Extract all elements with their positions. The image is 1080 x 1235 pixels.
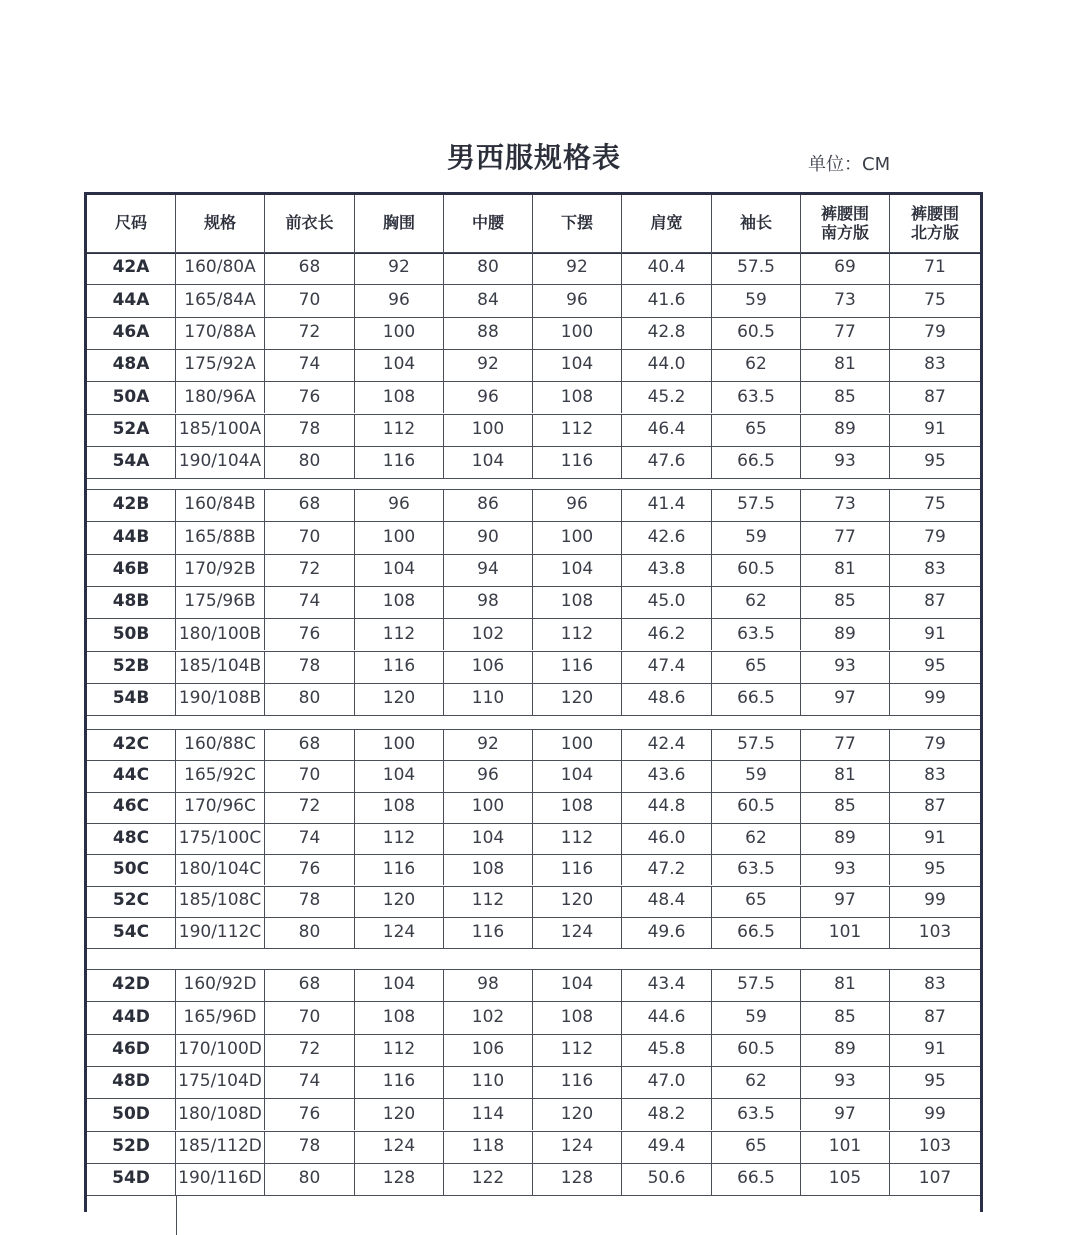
table-cell: 46.2 <box>622 618 712 650</box>
table-cell: 97 <box>801 886 890 917</box>
table-cell: 96 <box>533 489 622 521</box>
table-cell: 44.0 <box>622 349 712 381</box>
table-cell: 81 <box>801 554 890 586</box>
table-cell: 180/100B <box>176 618 265 650</box>
table-cell: 116 <box>444 917 533 948</box>
table-cell: 46.0 <box>622 823 712 854</box>
table-cell: 46.4 <box>622 414 712 446</box>
size-cell: 46B <box>87 554 176 586</box>
table-cell: 170/88A <box>176 317 265 349</box>
table-cell: 48.4 <box>622 886 712 917</box>
table-cell: 78 <box>265 886 355 917</box>
table-cell: 104 <box>533 554 622 586</box>
table-cell: 77 <box>801 729 890 760</box>
size-cell: 50B <box>87 618 176 650</box>
table-cell: 108 <box>533 381 622 413</box>
table-cell: 78 <box>265 414 355 446</box>
table-cell: 75 <box>924 289 946 310</box>
table-cell: 59 <box>712 760 801 791</box>
table-cell: 99 <box>924 688 946 709</box>
table-cell: 92 <box>444 729 533 760</box>
table-cell: 79 <box>924 526 946 547</box>
table-cell: 76 <box>265 1098 355 1130</box>
table-cell: 72 <box>265 554 355 586</box>
table-cell: 95 <box>924 655 946 676</box>
table-cell: 112 <box>533 414 622 446</box>
table-cell: 128 <box>355 1163 444 1195</box>
table-cell: 106 <box>444 651 533 683</box>
table-cell: 175/100C <box>176 823 265 854</box>
table-cell: 190/112C <box>176 917 265 948</box>
table-cell: 43.4 <box>622 969 712 1001</box>
table-cell: 94 <box>444 554 533 586</box>
table-cell: 70 <box>265 1001 355 1033</box>
table-cell: 120 <box>355 683 444 715</box>
table-cell: 73 <box>801 489 890 521</box>
table-cell: 59 <box>712 1001 801 1033</box>
table-cell: 93 <box>801 446 890 478</box>
table-cell: 108 <box>355 792 444 823</box>
size-cell: 46C <box>87 792 176 823</box>
table-cell: 45.0 <box>622 586 712 618</box>
table-cell: 60.5 <box>712 554 801 586</box>
table-cell: 165/84A <box>176 284 265 316</box>
table-cell: 120 <box>533 683 622 715</box>
table-cell: 99 <box>924 890 946 911</box>
table-cell: 87 <box>924 386 946 407</box>
table-cell: 190/116D <box>176 1163 265 1195</box>
size-cell: 54B <box>87 683 176 715</box>
table-cell: 175/104D <box>176 1066 265 1098</box>
table-cell: 110 <box>444 1066 533 1098</box>
size-cell: 52A <box>87 414 176 446</box>
table-cell: 57.5 <box>712 252 801 284</box>
table-cell: 107 <box>918 1168 952 1189</box>
table-cell: 120 <box>355 1098 444 1130</box>
table-cell: 87 <box>924 1006 946 1027</box>
table-cell: 108 <box>533 1001 622 1033</box>
table-cell: 93 <box>801 854 890 885</box>
table-cell: 66.5 <box>712 446 801 478</box>
table-cell: 63.5 <box>712 854 801 885</box>
table-cell: 180/108D <box>176 1098 265 1130</box>
row-divider <box>87 1195 980 1196</box>
size-cell: 42A <box>87 252 176 284</box>
table-cell: 69 <box>801 252 890 284</box>
size-cell: 50C <box>87 854 176 885</box>
table-cell: 60.5 <box>712 1034 801 1066</box>
table-cell: 59 <box>712 284 801 316</box>
table-cell: 72 <box>265 792 355 823</box>
table-cell: 104 <box>355 969 444 1001</box>
table-cell: 110 <box>444 683 533 715</box>
table-cell: 84 <box>444 284 533 316</box>
table-cell: 78 <box>265 651 355 683</box>
table-cell: 116 <box>533 1066 622 1098</box>
table-cell: 116 <box>533 651 622 683</box>
table-cell: 80 <box>444 252 533 284</box>
table-cell: 120 <box>533 886 622 917</box>
table-cell: 47.2 <box>622 854 712 885</box>
table-cell: 76 <box>265 854 355 885</box>
table-cell: 180/96A <box>176 381 265 413</box>
size-cell: 42D <box>87 969 176 1001</box>
table-cell: 62 <box>712 586 801 618</box>
table-cell: 71 <box>924 257 946 278</box>
table-cell: 49.4 <box>622 1131 712 1163</box>
row-divider <box>87 948 980 949</box>
table-cell: 83 <box>924 558 946 579</box>
table-cell: 89 <box>801 1034 890 1066</box>
table-cell: 124 <box>533 917 622 948</box>
table-cell: 89 <box>801 823 890 854</box>
table-cell: 91 <box>924 418 946 439</box>
table-cell: 62 <box>712 1066 801 1098</box>
table-cell: 112 <box>355 1034 444 1066</box>
table-cell: 68 <box>265 252 355 284</box>
table-cell: 91 <box>924 623 946 644</box>
table-cell: 120 <box>533 1098 622 1130</box>
table-cell: 66.5 <box>712 683 801 715</box>
table-cell: 96 <box>355 489 444 521</box>
table-cell: 112 <box>355 823 444 854</box>
table-cell: 95 <box>924 1071 946 1092</box>
table-cell: 108 <box>355 381 444 413</box>
table-cell: 76 <box>265 618 355 650</box>
table-cell: 70 <box>265 521 355 553</box>
table-cell: 75 <box>924 494 946 515</box>
table-cell: 74 <box>265 1066 355 1098</box>
table-cell: 185/104B <box>176 651 265 683</box>
table-cell: 170/92B <box>176 554 265 586</box>
table-cell: 80 <box>265 446 355 478</box>
table-cell: 100 <box>533 521 622 553</box>
table-cell: 80 <box>265 683 355 715</box>
table-cell: 165/96D <box>176 1001 265 1033</box>
table-cell: 44.8 <box>622 792 712 823</box>
table-cell: 63.5 <box>712 618 801 650</box>
table-cell: 65 <box>712 414 801 446</box>
table-cell: 160/80A <box>176 252 265 284</box>
size-cell: 48B <box>87 586 176 618</box>
table-cell: 63.5 <box>712 381 801 413</box>
table-cell: 45.2 <box>622 381 712 413</box>
table-cell: 93 <box>801 1066 890 1098</box>
table-cell: 91 <box>924 1038 946 1059</box>
size-cell: 44D <box>87 1001 176 1033</box>
table-cell: 98 <box>444 969 533 1001</box>
table-cell: 105 <box>801 1163 890 1195</box>
table-cell: 68 <box>265 489 355 521</box>
size-cell: 48C <box>87 823 176 854</box>
table-cell: 175/92A <box>176 349 265 381</box>
table-cell: 70 <box>265 760 355 791</box>
table-cell: 98 <box>444 586 533 618</box>
table-cell: 112 <box>533 618 622 650</box>
table-cell: 78 <box>265 1131 355 1163</box>
table-cell: 68 <box>265 969 355 1001</box>
table-cell: 100 <box>444 792 533 823</box>
table-cell: 47.4 <box>622 651 712 683</box>
table-cell: 72 <box>265 1034 355 1066</box>
size-cell: 50D <box>87 1098 176 1130</box>
table-cell: 112 <box>444 886 533 917</box>
table-cell: 165/88B <box>176 521 265 553</box>
table-cell: 50.6 <box>622 1163 712 1195</box>
unit-label: 单位：CM <box>808 154 891 175</box>
size-cell: 54A <box>87 446 176 478</box>
table-cell: 96 <box>355 284 444 316</box>
row-divider <box>87 715 980 716</box>
table-cell: 80 <box>265 1163 355 1195</box>
header-cell: 规格 <box>176 195 265 252</box>
table-cell: 100 <box>533 317 622 349</box>
header-cell: 胸围 <box>355 195 444 252</box>
table-cell: 160/92D <box>176 969 265 1001</box>
table-cell: 59 <box>712 521 801 553</box>
table-cell: 112 <box>533 1034 622 1066</box>
table-cell: 65 <box>712 651 801 683</box>
table-cell: 81 <box>801 760 890 791</box>
table-cell: 124 <box>355 1131 444 1163</box>
table-cell: 100 <box>355 317 444 349</box>
table-cell: 95 <box>924 451 946 472</box>
table-cell: 124 <box>355 917 444 948</box>
table-cell: 175/96B <box>176 586 265 618</box>
table-cell: 70 <box>265 284 355 316</box>
size-cell: 44C <box>87 760 176 791</box>
table-cell: 122 <box>444 1163 533 1195</box>
size-cell: 52D <box>87 1131 176 1163</box>
row-divider <box>87 478 980 479</box>
table-cell: 42.4 <box>622 729 712 760</box>
table-cell: 81 <box>801 969 890 1001</box>
size-cell: 54C <box>87 917 176 948</box>
table-cell: 185/100A <box>176 414 265 446</box>
table-cell: 90 <box>444 521 533 553</box>
table-cell: 100 <box>444 414 533 446</box>
table-cell: 108 <box>444 854 533 885</box>
header-cell: 裤腰围 北方版 <box>910 204 959 242</box>
table-cell: 57.5 <box>712 729 801 760</box>
table-cell: 83 <box>924 765 946 786</box>
table-cell: 170/96C <box>176 792 265 823</box>
table-cell: 45.8 <box>622 1034 712 1066</box>
size-cell: 54D <box>87 1163 176 1195</box>
table-cell: 116 <box>355 854 444 885</box>
table-cell: 104 <box>355 349 444 381</box>
table-cell: 41.4 <box>622 489 712 521</box>
table-cell: 87 <box>924 591 946 612</box>
table-cell: 97 <box>801 1098 890 1130</box>
table-cell: 104 <box>444 823 533 854</box>
table-cell: 128 <box>533 1163 622 1195</box>
table-cell: 77 <box>801 521 890 553</box>
size-chart-table <box>84 192 983 1212</box>
table-cell: 104 <box>533 969 622 1001</box>
table-cell: 41.6 <box>622 284 712 316</box>
table-cell: 83 <box>924 974 946 995</box>
table-cell: 87 <box>924 796 946 817</box>
table-cell: 92 <box>355 252 444 284</box>
table-cell: 96 <box>444 381 533 413</box>
table-cell: 104 <box>533 760 622 791</box>
table-cell: 96 <box>533 284 622 316</box>
table-cell: 100 <box>533 729 622 760</box>
table-cell: 62 <box>712 349 801 381</box>
table-cell: 118 <box>444 1131 533 1163</box>
table-cell: 66.5 <box>712 917 801 948</box>
size-cell: 48D <box>87 1066 176 1098</box>
table-cell: 66.5 <box>712 1163 801 1195</box>
table-cell: 60.5 <box>712 317 801 349</box>
size-cell: 44B <box>87 521 176 553</box>
table-cell: 89 <box>801 618 890 650</box>
page-title: 男西服规格表 <box>446 141 621 174</box>
table-cell: 102 <box>444 618 533 650</box>
table-cell: 42.6 <box>622 521 712 553</box>
table-cell: 65 <box>712 886 801 917</box>
table-cell: 63.5 <box>712 1098 801 1130</box>
table-cell: 85 <box>801 586 890 618</box>
table-cell: 85 <box>801 1001 890 1033</box>
size-cell: 42B <box>87 489 176 521</box>
table-cell: 112 <box>533 823 622 854</box>
table-cell: 79 <box>924 321 946 342</box>
table-cell: 108 <box>355 586 444 618</box>
size-cell: 42C <box>87 729 176 760</box>
table-cell: 85 <box>801 792 890 823</box>
table-cell: 95 <box>924 859 946 880</box>
table-cell: 103 <box>918 1135 952 1156</box>
table-cell: 102 <box>444 1001 533 1033</box>
table-cell: 101 <box>801 1131 890 1163</box>
table-cell: 97 <box>801 683 890 715</box>
table-cell: 170/100D <box>176 1034 265 1066</box>
header-cell: 尺码 <box>87 195 176 252</box>
table-cell: 43.6 <box>622 760 712 791</box>
table-cell: 100 <box>355 521 444 553</box>
table-cell: 108 <box>533 792 622 823</box>
table-cell: 108 <box>533 586 622 618</box>
header-cell: 裤腰围 南方版 <box>801 195 890 252</box>
table-cell: 40.4 <box>622 252 712 284</box>
table-cell: 49.6 <box>622 917 712 948</box>
table-cell: 74 <box>265 349 355 381</box>
table-cell: 60.5 <box>712 792 801 823</box>
table-cell: 85 <box>801 381 890 413</box>
table-continuation <box>176 1195 177 1235</box>
table-cell: 185/112D <box>176 1131 265 1163</box>
header-cell: 前衣长 <box>265 195 355 252</box>
table-cell: 104 <box>355 760 444 791</box>
size-cell: 52B <box>87 651 176 683</box>
table-cell: 103 <box>918 921 952 942</box>
table-cell: 101 <box>801 917 890 948</box>
size-cell: 52C <box>87 886 176 917</box>
table-cell: 116 <box>355 446 444 478</box>
table-cell: 47.0 <box>622 1066 712 1098</box>
table-cell: 77 <box>801 317 890 349</box>
table-cell: 91 <box>924 827 946 848</box>
table-cell: 104 <box>444 446 533 478</box>
table-cell: 83 <box>924 354 946 375</box>
table-cell: 106 <box>444 1034 533 1066</box>
table-cell: 79 <box>924 733 946 754</box>
table-cell: 112 <box>355 618 444 650</box>
table-cell: 74 <box>265 586 355 618</box>
table-cell: 81 <box>801 349 890 381</box>
table-cell: 116 <box>355 1066 444 1098</box>
table-cell: 100 <box>355 729 444 760</box>
table-cell: 72 <box>265 317 355 349</box>
table-cell: 48.2 <box>622 1098 712 1130</box>
table-cell: 57.5 <box>712 969 801 1001</box>
header-cell: 袖长 <box>712 195 801 252</box>
table-cell: 160/88C <box>176 729 265 760</box>
table-cell: 160/84B <box>176 489 265 521</box>
table-cell: 104 <box>533 349 622 381</box>
table-cell: 185/108C <box>176 886 265 917</box>
table-header <box>87 195 980 252</box>
table-cell: 112 <box>355 414 444 446</box>
size-cell: 46A <box>87 317 176 349</box>
table-cell: 42.8 <box>622 317 712 349</box>
table-cell: 47.6 <box>622 446 712 478</box>
table-cell: 124 <box>533 1131 622 1163</box>
table-cell: 116 <box>533 446 622 478</box>
table-cell: 116 <box>533 854 622 885</box>
size-cell: 46D <box>87 1034 176 1066</box>
size-cell: 50A <box>87 381 176 413</box>
table-cell: 116 <box>355 651 444 683</box>
table-cell: 114 <box>444 1098 533 1130</box>
table-cell: 108 <box>355 1001 444 1033</box>
table-cell: 68 <box>265 729 355 760</box>
table-cell: 190/104A <box>176 446 265 478</box>
table-cell: 74 <box>265 823 355 854</box>
table-cell: 48.6 <box>622 683 712 715</box>
table-cell: 96 <box>444 760 533 791</box>
table-cell: 92 <box>533 252 622 284</box>
table-cell: 99 <box>924 1103 946 1124</box>
size-cell: 48A <box>87 349 176 381</box>
table-cell: 57.5 <box>712 489 801 521</box>
header-cell: 肩宽 <box>622 195 712 252</box>
table-cell: 190/108B <box>176 683 265 715</box>
table-cell: 165/92C <box>176 760 265 791</box>
size-cell: 44A <box>87 284 176 316</box>
table-cell: 73 <box>801 284 890 316</box>
table-cell: 92 <box>444 349 533 381</box>
table-cell: 180/104C <box>176 854 265 885</box>
table-cell: 80 <box>265 917 355 948</box>
table-cell: 76 <box>265 381 355 413</box>
table-cell: 104 <box>355 554 444 586</box>
table-cell: 65 <box>712 1131 801 1163</box>
header-cell: 下摆 <box>533 195 622 252</box>
table-cell: 44.6 <box>622 1001 712 1033</box>
table-cell: 88 <box>444 317 533 349</box>
table-cell: 86 <box>444 489 533 521</box>
table-cell: 93 <box>801 651 890 683</box>
table-cell: 120 <box>355 886 444 917</box>
table-cell: 89 <box>801 414 890 446</box>
header-cell: 中腰 <box>444 195 533 252</box>
table-cell: 62 <box>712 823 801 854</box>
table-cell: 43.8 <box>622 554 712 586</box>
